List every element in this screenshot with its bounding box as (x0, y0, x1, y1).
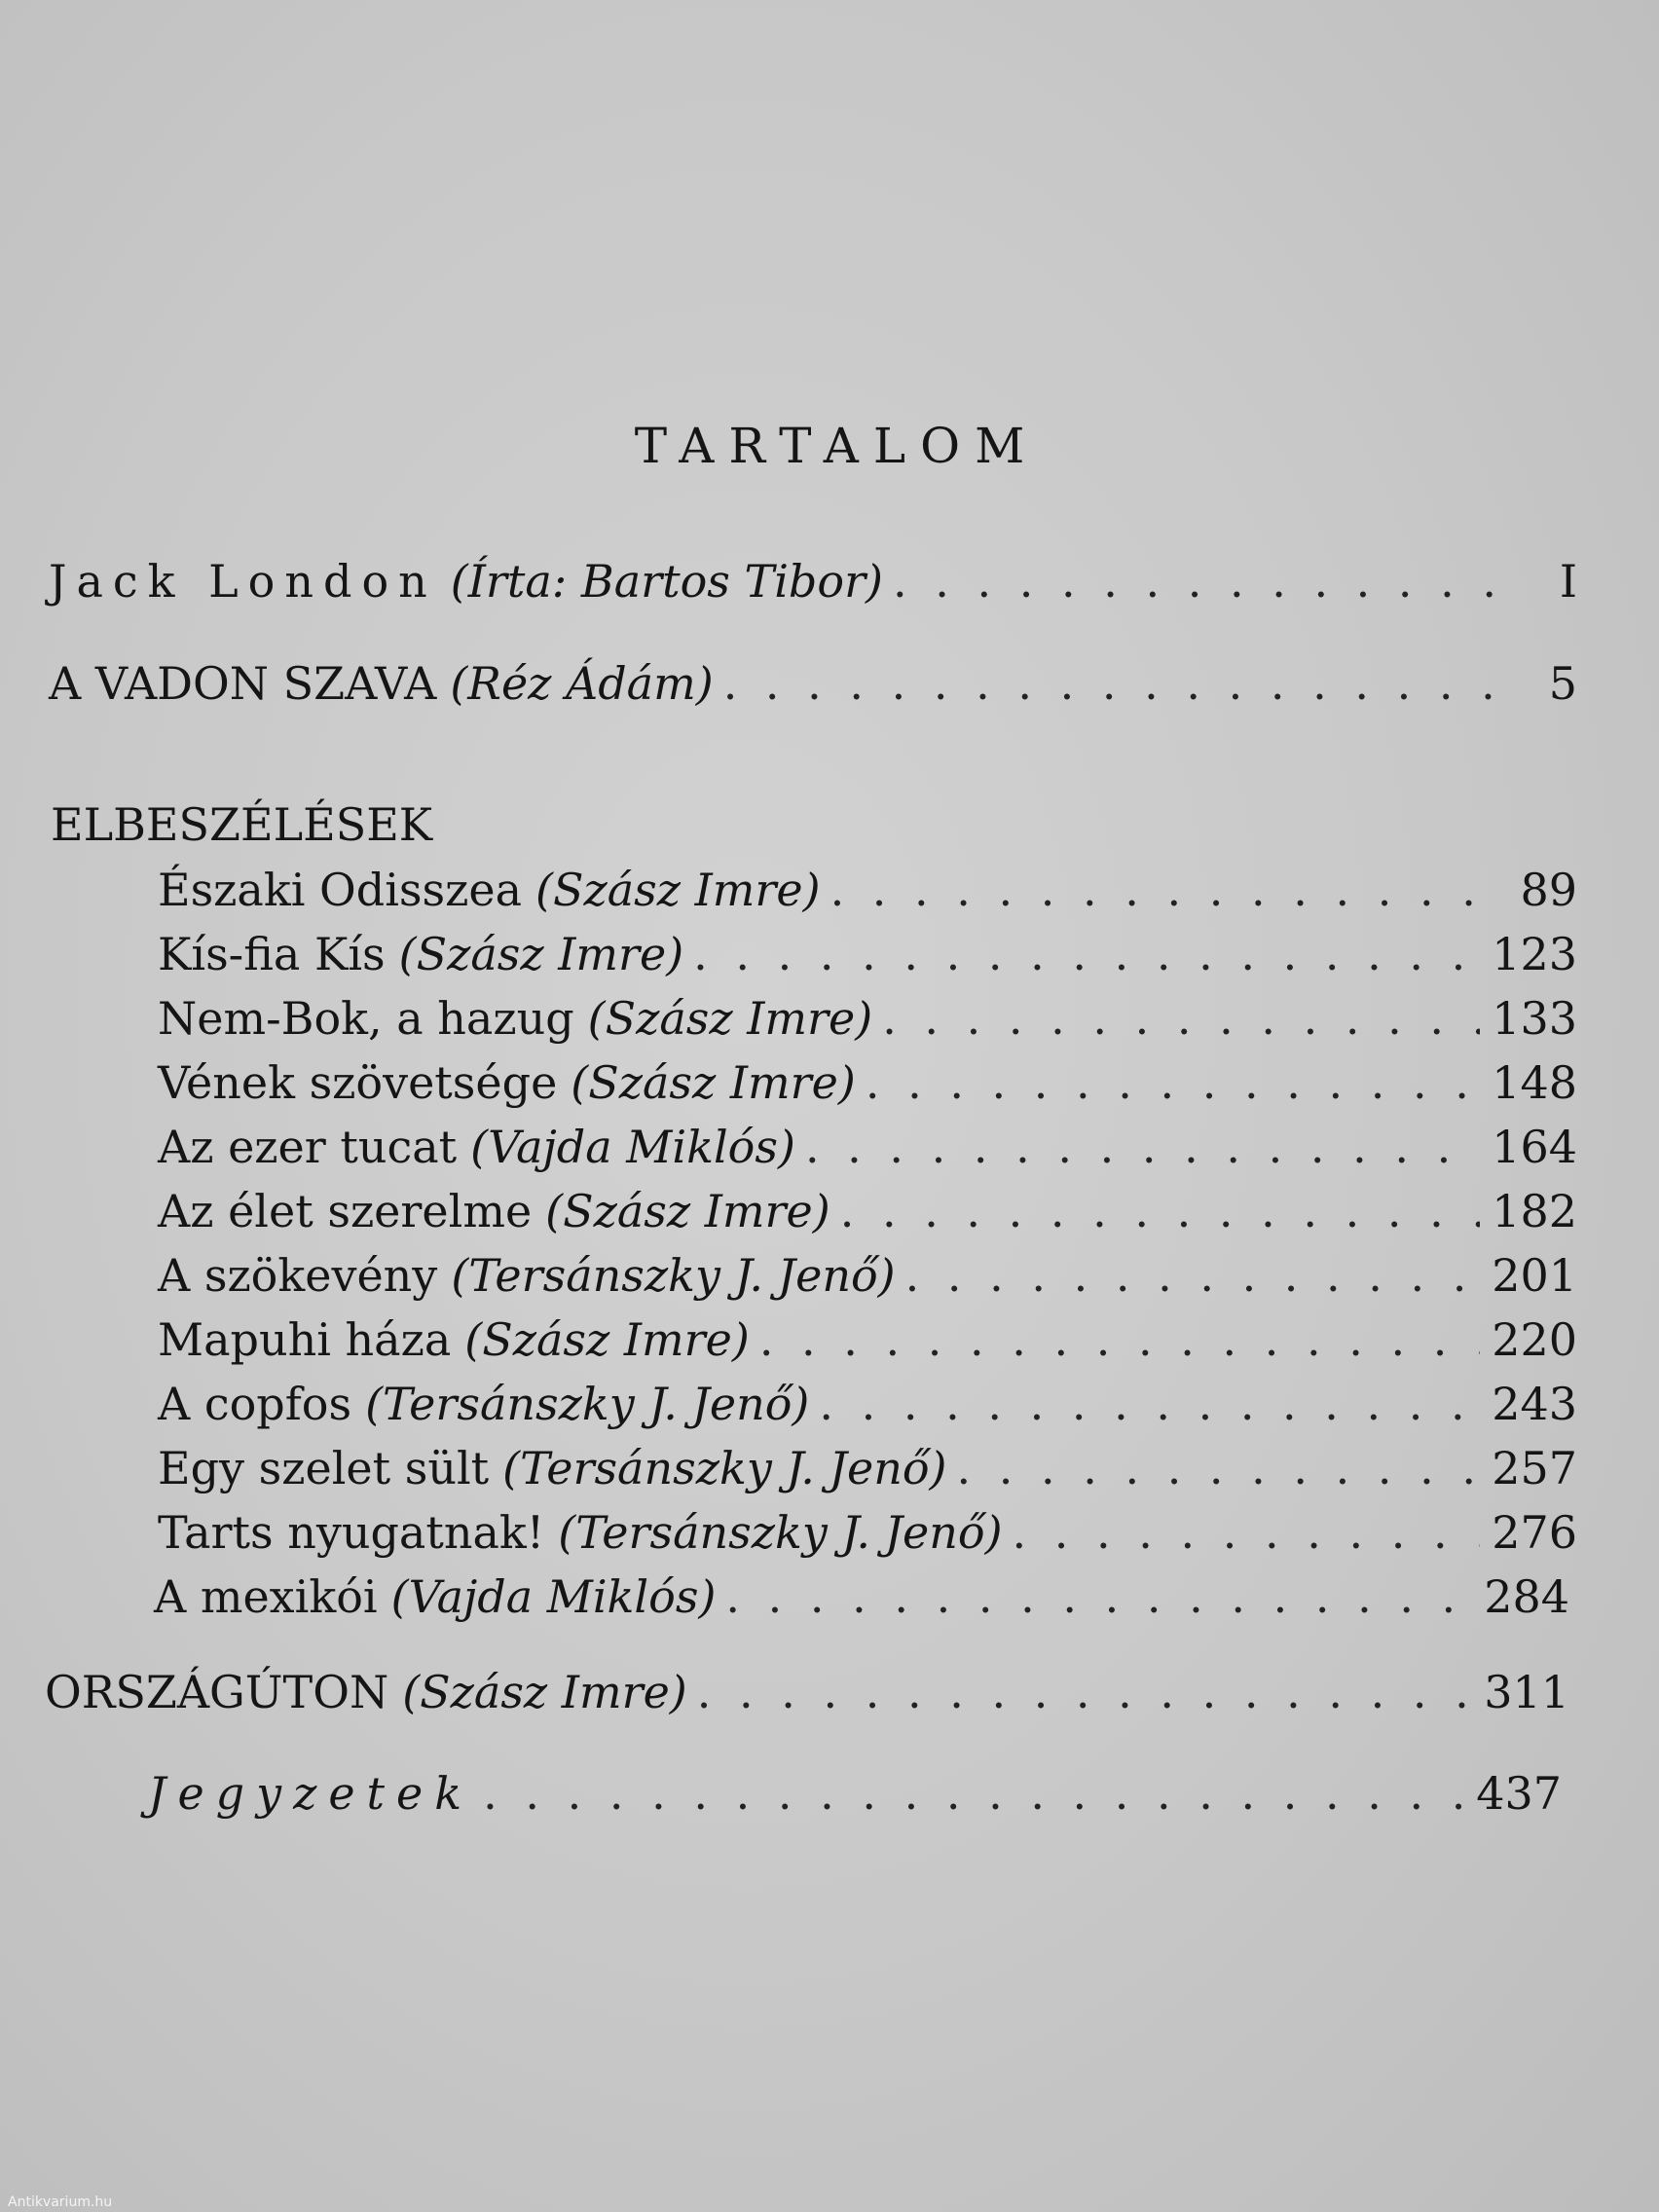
toc-entry-story (158, 861, 1577, 919)
entry-title: Az élet szerelme (158, 1185, 533, 1237)
entry-title: A mexikói (154, 1570, 378, 1623)
dot-leader (882, 989, 1480, 1048)
entry-author: (Szász Imre) (571, 1056, 856, 1109)
toc-entry-jegyzetek (148, 1764, 1562, 1823)
entry-page: 220 (1492, 1313, 1577, 1366)
toc-entry-story (154, 1567, 1569, 1626)
section-heading: ELBESZÉLÉSEK (51, 798, 433, 851)
entry-title: Mapuhi háza (158, 1313, 452, 1366)
entry-author: (Szász Imre) (398, 928, 684, 980)
entry-page: 201 (1492, 1249, 1577, 1302)
dot-leader (759, 1310, 1480, 1369)
entry-title: Az ezer tucat (158, 1121, 458, 1173)
entry-author: (Tersánszky J. Jenő) (365, 1378, 810, 1430)
entry-page: 133 (1492, 992, 1577, 1045)
entry-title: Egy szelet sült (158, 1442, 490, 1494)
toc-entry-story (158, 1375, 1577, 1433)
dot-leader (905, 1246, 1481, 1305)
toc-entry-story (158, 1053, 1577, 1112)
entry-page: 148 (1492, 1056, 1577, 1109)
entry-author: (Tersánszky J. Jenő) (558, 1506, 1003, 1559)
toc-entry-story (158, 1439, 1577, 1497)
dot-leader (805, 1118, 1480, 1176)
entry-title: A szökevény (158, 1249, 438, 1302)
entry-title: Tarts nyugatnak! (158, 1506, 545, 1559)
toc-entry-story (158, 925, 1577, 983)
dot-leader (693, 925, 1480, 983)
toc-entry-story (158, 1246, 1577, 1305)
toc-entry-a-vadon-szava (49, 654, 1577, 713)
toc-entry-story (158, 1310, 1577, 1369)
entry-author: (Réz Ádám) (450, 657, 714, 710)
toc-entry-story (158, 1118, 1577, 1176)
entry-page: 182 (1492, 1185, 1577, 1237)
entry-title: Vének szövetsége (158, 1056, 558, 1109)
dot-leader (725, 1567, 1472, 1626)
entry-page: I (1559, 555, 1577, 608)
entry-title: Jack London (49, 555, 437, 608)
dot-leader (956, 1439, 1480, 1497)
entry-page: 243 (1492, 1378, 1577, 1430)
entry-title: Kís-fia Kís (158, 928, 386, 980)
dot-leader (893, 552, 1507, 610)
entry-author: (Szász Imre) (402, 1666, 687, 1718)
entry-author: (Tersánszky J. Jenő) (451, 1249, 896, 1302)
toc-entry-story (158, 1503, 1577, 1562)
entry-author: (Tersánszky J. Jenő) (502, 1442, 947, 1494)
entry-author: (Szász Imre) (545, 1185, 830, 1237)
entry-page: 276 (1492, 1506, 1577, 1559)
watermark: Antikvarium.hu (8, 2194, 113, 2210)
entry-page: 89 (1520, 864, 1577, 916)
entry-author: (Szász Imre) (464, 1313, 750, 1366)
toc-entry-orszaguton (45, 1663, 1569, 1721)
dot-leader (866, 1053, 1480, 1112)
entry-author: (Vajda Miklós) (470, 1121, 795, 1173)
entry-page: 311 (1484, 1666, 1569, 1718)
entry-title: ORSZÁGÚTON (45, 1666, 389, 1718)
entry-title: A copfos (158, 1378, 352, 1430)
entry-page: 164 (1492, 1121, 1577, 1173)
entry-page: 257 (1492, 1442, 1577, 1494)
entry-title: Északi Odisszea (158, 864, 523, 916)
entry-page: 5 (1548, 657, 1577, 710)
dot-leader (483, 1764, 1464, 1823)
toc-entry-story (158, 989, 1577, 1048)
dot-leader (840, 1182, 1480, 1240)
entry-author: (Szász Imre) (587, 992, 873, 1045)
toc-entry-jack-london (49, 552, 1577, 610)
dot-leader (819, 1375, 1480, 1433)
dot-leader (697, 1663, 1472, 1721)
dot-leader (723, 654, 1507, 713)
dot-leader (830, 861, 1507, 919)
entry-author: (Írta: Bartos Tibor) (450, 555, 883, 608)
entry-author: (Szász Imre) (535, 864, 821, 916)
entry-page: 123 (1492, 928, 1577, 980)
entry-author: (Vajda Miklós) (390, 1570, 717, 1623)
entry-page: 284 (1484, 1570, 1569, 1623)
entry-title: Jegyzetek (148, 1767, 474, 1820)
entry-title: A VADON SZAVA (49, 657, 437, 710)
toc-entry-story (158, 1182, 1577, 1240)
dot-leader (1013, 1503, 1481, 1562)
page-title: TARTALOM (634, 418, 1040, 474)
entry-title: Nem-Bok, a hazug (158, 992, 574, 1045)
entry-page: 437 (1476, 1767, 1562, 1820)
